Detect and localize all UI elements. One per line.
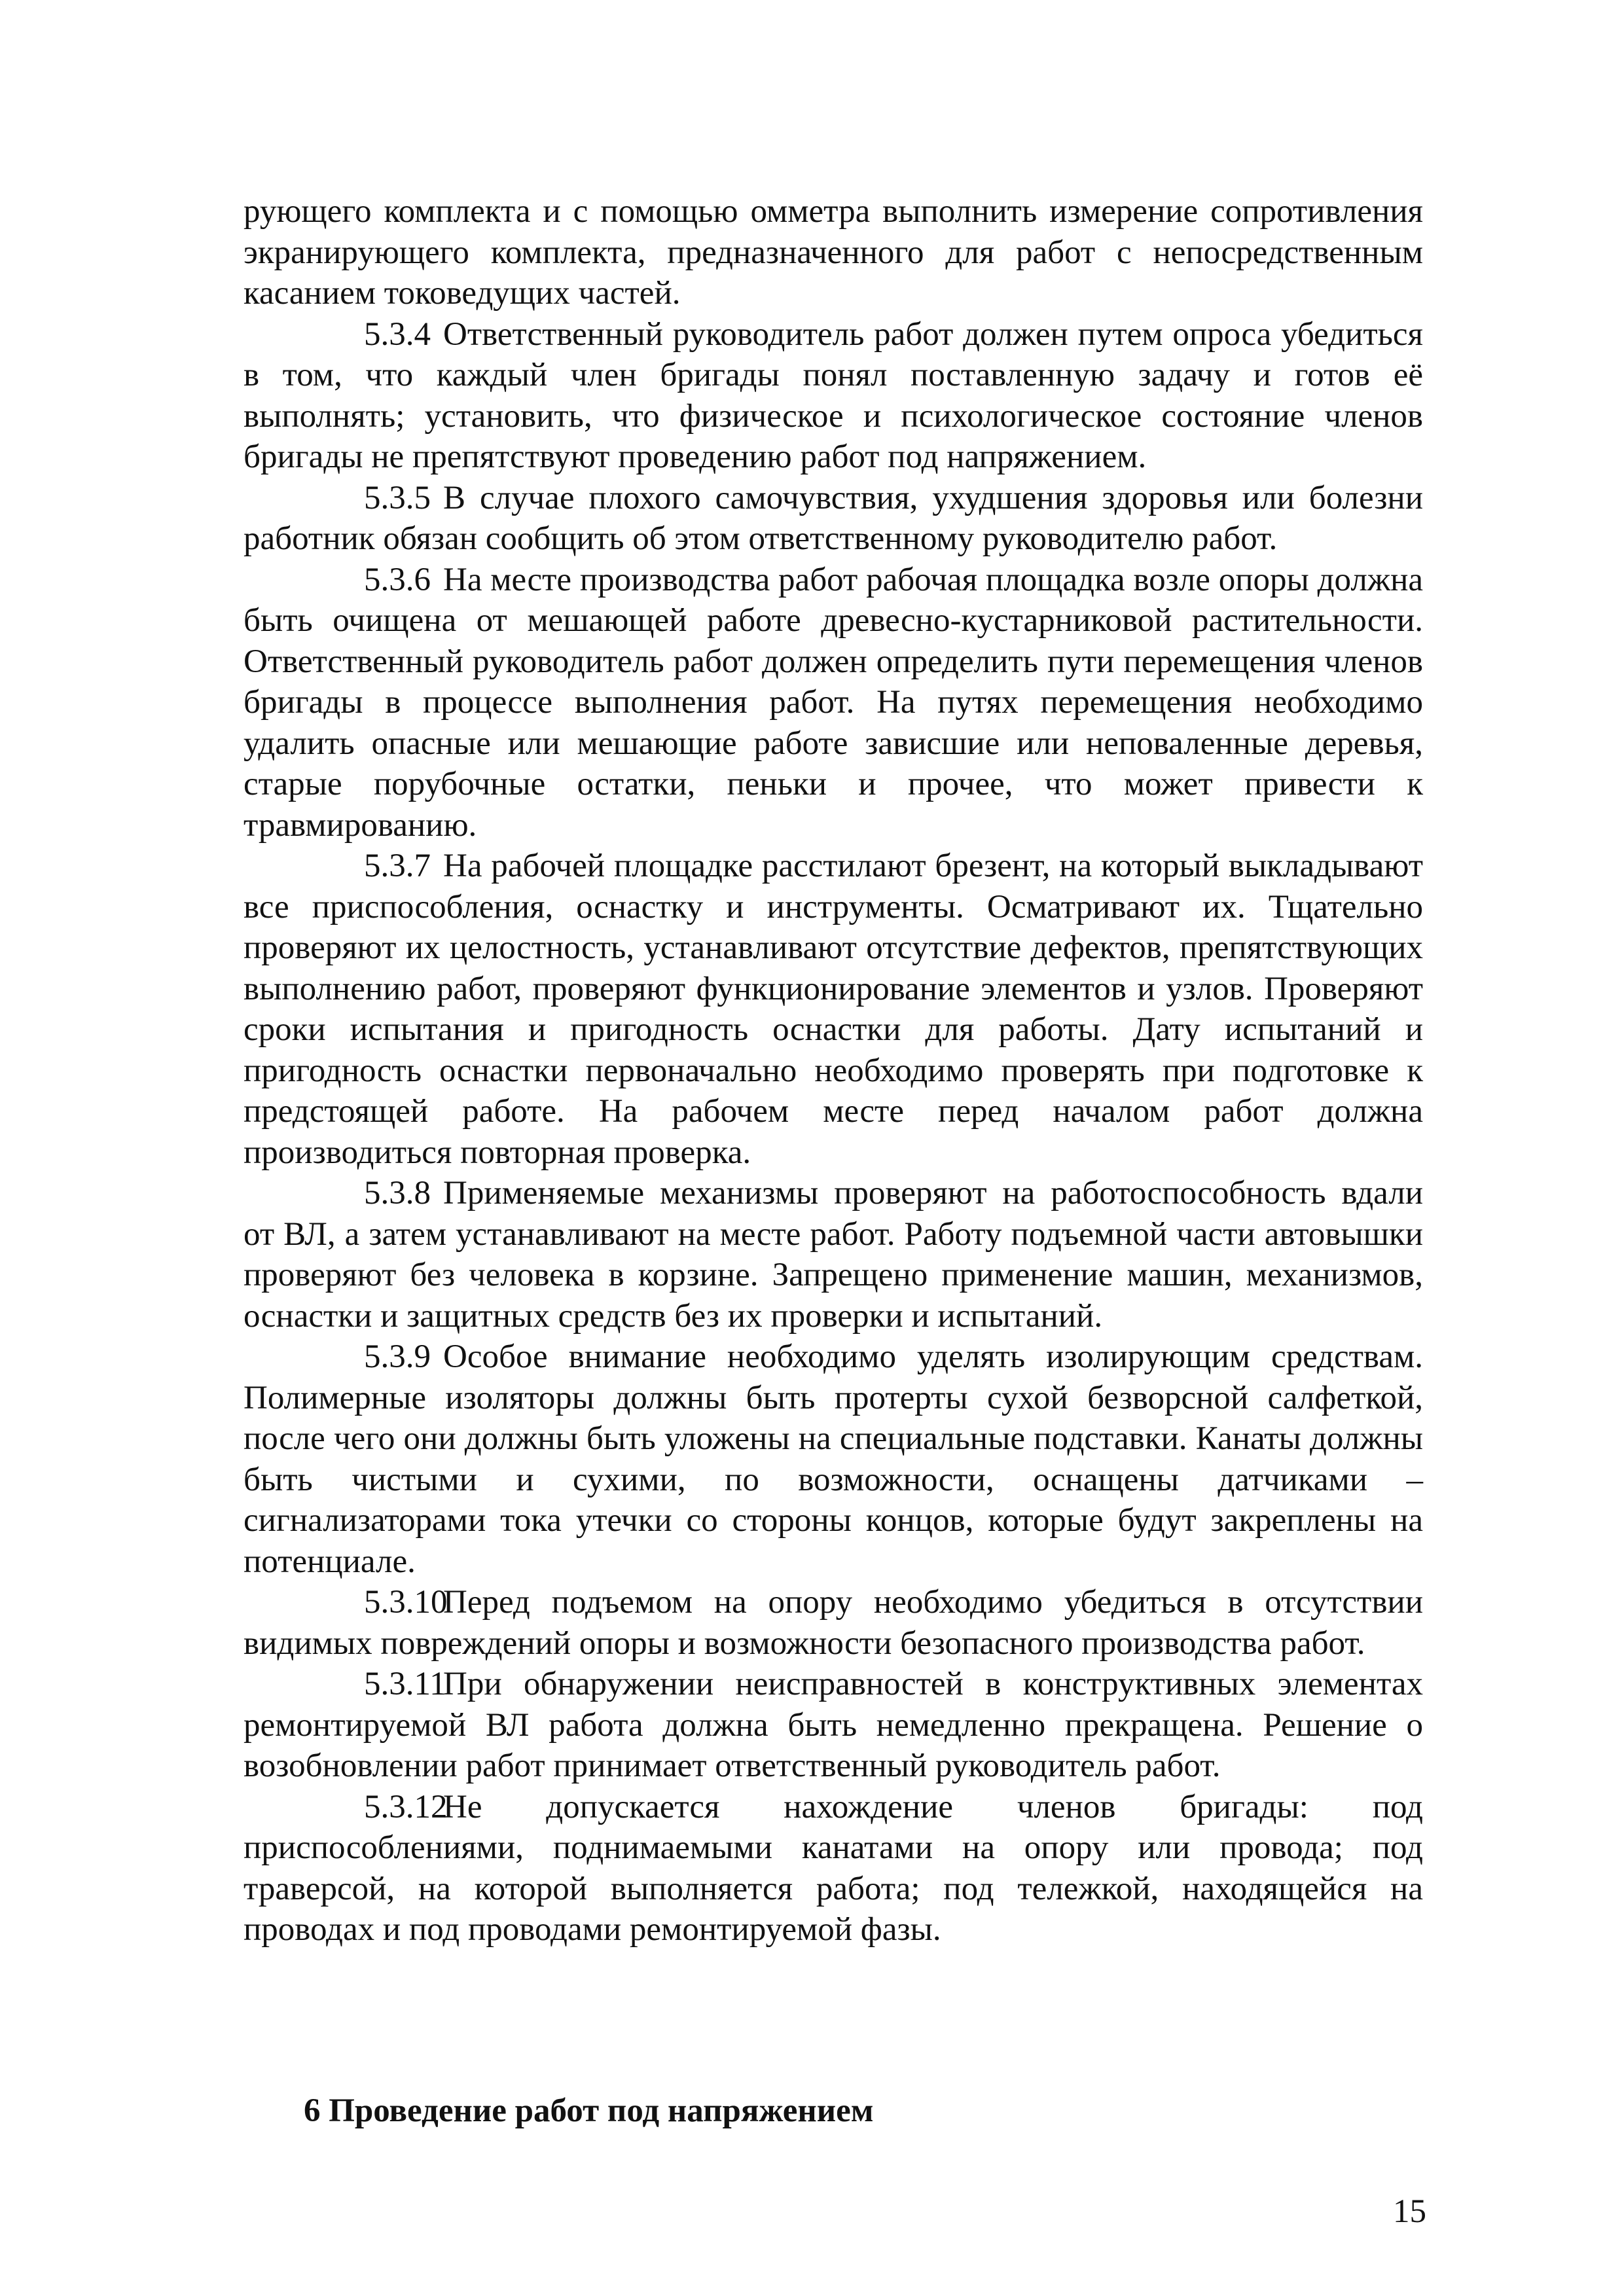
clause-text: Особое внимание необходимо уделять изолирующим средствам. Полимерные изоляторы должны быть протерты сухой безворсной салфеткой, после чего они должны быть уложены на специальные подставки. Канаты должны быть чистыми и сухими, по возможности, оснащены датчиками – сигнализаторами тока утечки со стороны концов, которые будут закреплены на потенциале. [244, 1338, 1423, 1580]
clause-number: 5.3.11 [364, 1666, 446, 1702]
clause-text: Не допускается нахождение членов бригады: под приспособлениями, поднимаемыми канатами на опору или провода; под траверсой, на которой выполняется работа; под тележкой, находящейся на проводах и под проводами ремонтируемой фазы. [244, 1788, 1423, 1948]
clause-5-3-6 [244, 560, 1423, 846]
clause-text: В случае плохого самочувствия, ухудшения здоровья или болезни работник обязан сообщить об этом ответственному руководителю работ. [244, 479, 1423, 557]
clause-5-3-11 [244, 1664, 1423, 1787]
clause-5-3-10 [244, 1582, 1423, 1664]
clause-text: На месте производства работ рабочая площадка возле опоры должна быть очищена от мешающей работе древесно-кустарниковой растительности. Ответственный руководитель работ должен определить пути перемещения членов бригады в процессе выполнения работ. На путях перемещения необходимо удалить опасные или мешающие работе зависшие или неповаленные деревья, старые порубочные остатки, пеньки и прочее, что может привести к травмированию. [244, 561, 1423, 844]
continuation-paragraph: рующего комплекта и с помощью омметра выполнить измерение сопротивления экранирующего комплекта, предназначенного для работ с непосредственным касанием токоведущих частей. [244, 193, 1423, 312]
clause-number: 5.3.12 [364, 1788, 448, 1825]
clause-text: При обнаружении неисправностей в конструктивных элементах ремонтируемой ВЛ работа должна быть немедленно прекращена. Решение о возобновлении работ принимает ответственный руководитель работ. [244, 1666, 1423, 1784]
section-heading: 6 Проведение работ под напряжением [304, 2092, 874, 2129]
clause-number: 5.3.8 [364, 1175, 431, 1211]
clause-5-3-4 [244, 314, 1423, 478]
clause-5-3-5 [244, 478, 1423, 560]
clause-number: 5.3.5 [364, 479, 431, 516]
page-number: 15 [1393, 2193, 1426, 2230]
clause-number: 5.3.9 [364, 1338, 431, 1375]
clause-5-3-9 [244, 1336, 1423, 1582]
clause-text: Ответственный руководитель работ должен путем опроса убедиться в том, что каждый член бригады понял поставленную задачу и готов её выполнять; установить, что физическое и психологическое состояние членов бригады не препятствуют проведению работ под напряжением. [244, 315, 1423, 475]
document-body [244, 191, 1423, 1950]
clause-text: Применяемые механизмы проверяют на работоспособность вдали от ВЛ, а затем устанавливают на месте работ. Работу подъемной части автовышки проверяют без человека в корзине. Запрещено применение машин, механизмов, оснастки и защитных средств без их проверки и испытаний. [244, 1175, 1423, 1335]
clause-5-3-12 [244, 1787, 1423, 1950]
clause-number: 5.3.6 [364, 561, 431, 598]
clause-5-3-8 [244, 1173, 1423, 1336]
clause-text: Перед подъемом на опору необходимо убедиться в отсутствии видимых повреждений опоры и возможности безопасного производства работ. [244, 1584, 1423, 1662]
clause-number: 5.3.4 [364, 315, 431, 353]
clause-number: 5.3.10 [364, 1584, 448, 1621]
clause-text: На рабочей площадке расстилают брезент, на который выкладывают все приспособления, оснастку и инструменты. Осматривают их. Тщательно проверяют их целостность, устанавливают отсутствие дефектов, препятствующих выполнению работ, проверяют функционирование элементов и узлов. Проверяют сроки испытания и пригодность оснастки для работы. Дату испытаний и пригодность оснастки первоначально необходимо проверять при подготовке к предстоящей работе. На рабочем месте перед началом работ должна производиться повторная проверка. [244, 848, 1423, 1171]
clause-5-3-7 [244, 846, 1423, 1173]
clause-number: 5.3.7 [364, 848, 431, 884]
